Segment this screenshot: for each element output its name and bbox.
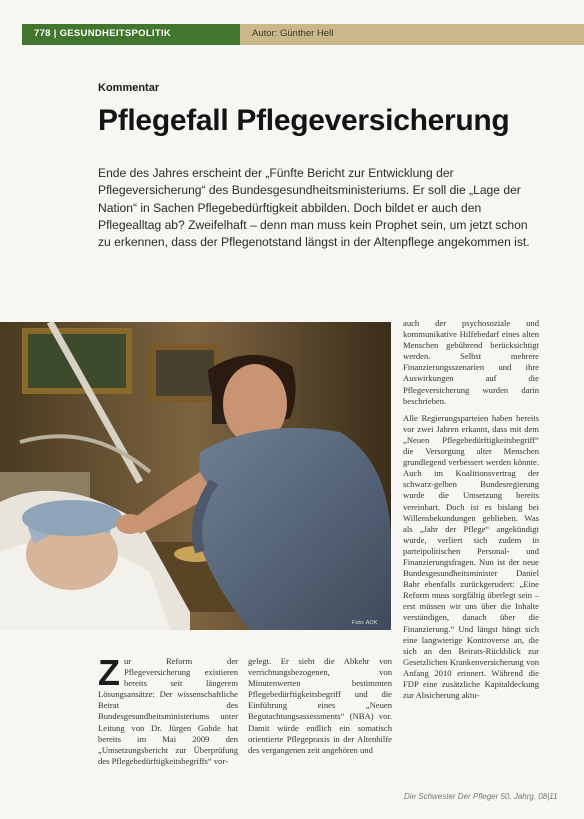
body-paragraph: gelegt. Er sieht die Abkehr von verrichtungsbezogenen, von Minutenwerten bestimmten Pflegebedürftigkeitsbegriff und die Einführung eines „Neuen Begutachtungsassessments“ (NBA) vor. Damit würde endlich ein somatisch orientierte Pflegepraxis in der Altenhilfe des vergangenen zeit angehören und bbox=[248, 656, 392, 755]
article-photo bbox=[0, 322, 391, 630]
body-column-2 bbox=[248, 656, 392, 756]
article-lead: Ende des Jahres erscheint der „Fünfte Bericht zur Entwicklung der Pflegeversicherung“ des Bundesgesundheitsministeriums. Er soll die „Lage der Nation“ in Sachen Pflegebedürftigkeit abbilden. Doch bildet er auch den Pflegealltag ab? Zweifelhaft – denn man muss kein Prophet sein, um jetzt schon zu erkennen, dass der Pflegenotstand längst in der Altenpflege angekommen ist. bbox=[98, 166, 530, 250]
article-category: Kommentar bbox=[98, 82, 160, 94]
page-header bbox=[0, 0, 584, 45]
header-author: Autor: Günther Hell bbox=[252, 28, 334, 39]
article-title: Pflegefall Pflegeversicherung bbox=[98, 104, 510, 137]
body-column-right bbox=[403, 318, 539, 707]
drop-cap: Z bbox=[98, 652, 120, 693]
body-paragraph: Alle Regierungsparteien haben bereits vor zwei Jahren erkannt, dass mit dem „Neuen Pflegebedürftigkeitsbegriff“ die Versorgung alter Menschen grundlegend verbessert werden könnte. Auch im Koalitionsvertrag der schwarz-gelben Bundesregierung wurde die Umsetzung bereits vereinbart. Doch ist es bislang bei Willensbekundungen geblieben. Was als „Jahr der Pflege“ angekündigt wurde, verliert sich zudem in parteipolitischen Personal- und Finanzierungsfragen. Nun ist der neue Bundesgesundheitsminister Daniel Bahr ebenfalls zurückgerudert: „Eine Reform muss sorgfältig überlegt sein – erst müssen wir uns über die Inhalte verständigen, danach über die Finanzierung.“ Und längst hängt sich eine langwierige Kontroverse an, die sich an den Beirats-Rückblick zur Gesetzlichen Krankenversicherung von Anfang 2010 erinnert. Während die FDP eine zusätzliche Kapitaldeckung zur Absicherung aktu- bbox=[403, 412, 539, 701]
body-column-1 bbox=[98, 652, 238, 767]
photo-illustration bbox=[0, 322, 391, 630]
body-paragraph: ur Reform der Pflegeversicherung existieren bereits seit längerem Lösungsansätze: Der wissenschaftliche Beirat des Bundesgesundheitsministeriums unter Leitung von Dr. Jürgen Gohde hat bereits im Mai 2009 den „Umsetzungsbericht zur Überprüfung des Pflegebedürftigkeitsbegriffs“ vor- bbox=[98, 656, 238, 766]
header-section-label: 778 | GESUNDHEITSPOLITIK bbox=[34, 28, 172, 39]
photo-credit: Foto: AOK bbox=[352, 620, 378, 626]
page-footer: Die Schwester Der Pfleger 50. Jahrg. 08|11 bbox=[404, 792, 558, 801]
body-paragraph: auch der psychosoziale und kommunikative Hilfebedarf eines alten Menschen gebührend berücksichtigt werden. Selbst mehrere Finanzierungsszenarien und ihre Auswirkungen auf die Pflegeversicherung wurden darin beschrieben. bbox=[403, 318, 539, 406]
